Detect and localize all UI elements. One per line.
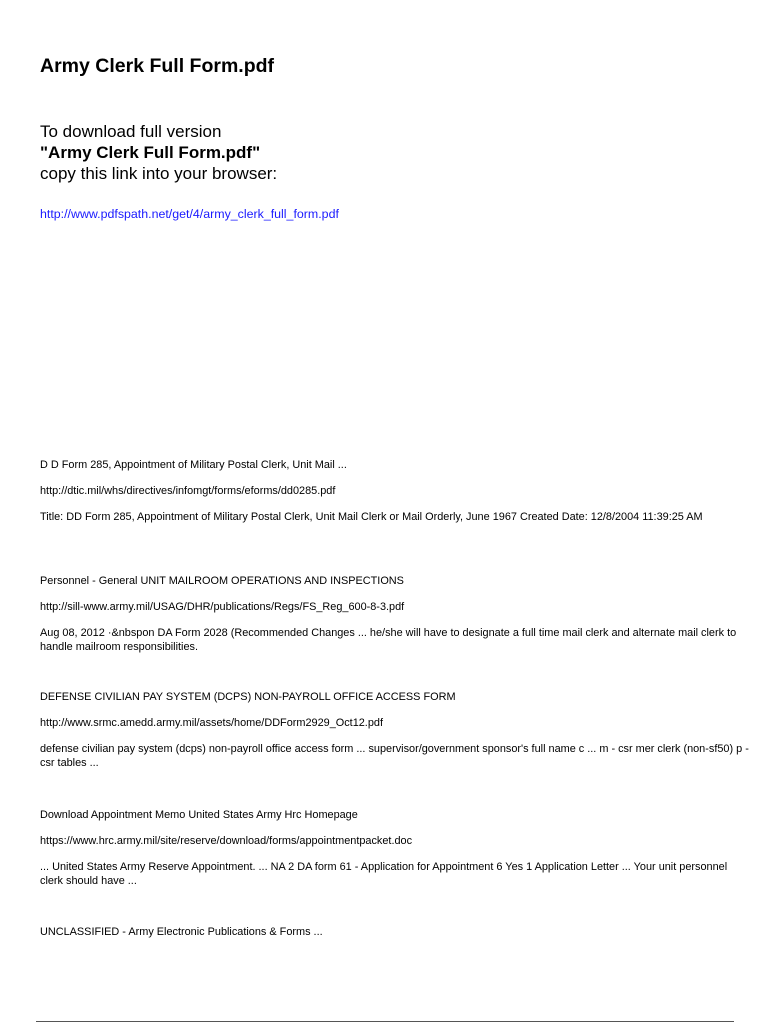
result-snippet: Aug 08, 2012 ·&nbspon DA Form 2028 (Recommended Changes ... he/she will have to designate a full time mail clerk and alternate mail clerk to handle mailroom responsibilities. xyxy=(40,627,737,653)
result-snippet: Title: DD Form 285, Appointment of Military Postal Clerk, Unit Mail Clerk or Mail Orderly, June 1967 Created Date: 12/8/2004 11:39:25 AM xyxy=(40,511,703,523)
download-filename: "Army Clerk Full Form.pdf" xyxy=(40,143,261,162)
footer-divider xyxy=(36,1021,734,1022)
download-instructions xyxy=(40,121,277,184)
result-title: DEFENSE CIVILIAN PAY SYSTEM (DCPS) NON-PAYROLL OFFICE ACCESS FORM xyxy=(40,691,456,703)
result-title: UNCLASSIFIED - Army Electronic Publications & Forms ... xyxy=(40,926,323,938)
result-url[interactable]: http://dtic.mil/whs/directives/infomgt/forms/eforms/dd0285.pdf xyxy=(40,485,336,497)
result-item xyxy=(40,574,752,654)
result-title: D D Form 285, Appointment of Military Postal Clerk, Unit Mail ... xyxy=(40,459,347,471)
result-title: Download Appointment Memo United States Army Hrc Homepage xyxy=(40,809,358,821)
result-snippet: defense civilian pay system (dcps) non-payroll office access form ... supervisor/government sponsor's full name c ... m - csr mer clerk (non-sf50) p - csr tables ... xyxy=(40,743,749,769)
result-item xyxy=(40,690,752,770)
result-item xyxy=(40,458,752,524)
result-url[interactable]: http://www.srmc.amedd.army.mil/assets/home/DDForm2929_Oct12.pdf xyxy=(40,717,383,729)
result-snippet: ... United States Army Reserve Appointment. ... NA 2 DA form 61 - Application for Appointment 6 Yes 1 Application Letter ... Your unit personnel clerk should have ... xyxy=(40,861,728,887)
result-item xyxy=(40,808,752,888)
download-instruction-line: To download full version xyxy=(40,122,222,141)
result-url[interactable]: https://www.hrc.army.mil/site/reserve/download/forms/appointmentpacket.doc xyxy=(40,835,413,847)
download-link[interactable]: http://www.pdfspath.net/get/4/army_clerk_full_form.pdf xyxy=(40,207,339,221)
result-item xyxy=(40,925,752,939)
document-title: Army Clerk Full Form.pdf xyxy=(40,55,275,77)
result-url[interactable]: http://sill-www.army.mil/USAG/DHR/publications/Regs/FS_Reg_600-8-3.pdf xyxy=(40,601,405,613)
result-title: Personnel - General UNIT MAILROOM OPERATIONS AND INSPECTIONS xyxy=(40,575,404,587)
download-instruction-line: copy this link into your browser: xyxy=(40,164,278,183)
